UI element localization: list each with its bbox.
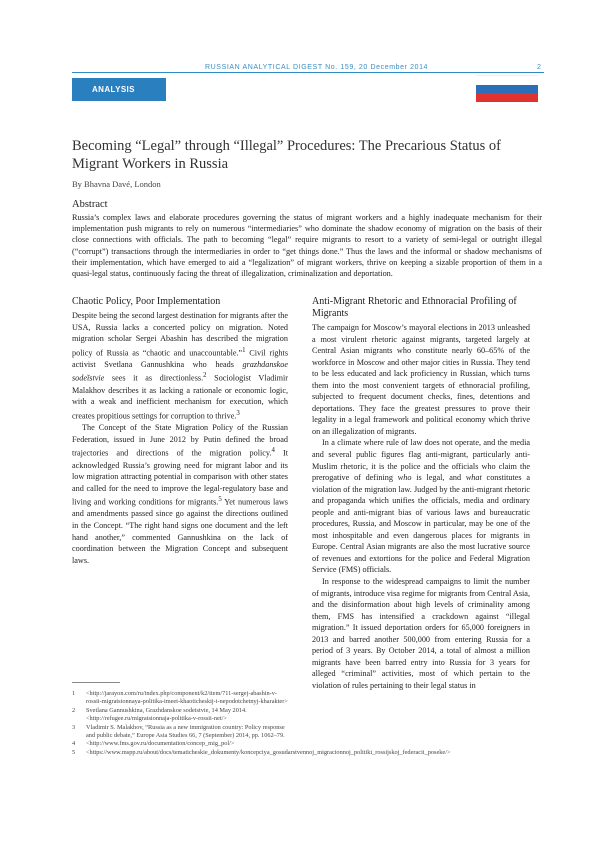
footnotes [72,690,451,757]
left-column [72,296,288,566]
paragraph: Despite being the second largest destination for migrants after the USA, Russia lacks a concerted policy on migration. Noted migration scholar Sergei Abashin has described the migration policy of Russia as “chaotic and unaccountable.”$^1$ Civil rights activist Svetlana Gannushkina who heads grazhdanskoe sodeĭstvie sees it as directionless.$^2$ Sociologist Vladimir Malakhov describes it as lacking a rationale or economic logic, with a weak and inefficient mechanism for execution, which creates propitious settings for corruption to thrive.$^3$ [72,311,289,421]
abstract-heading: Abstract [72,199,108,210]
footnote-ref[interactable]: 2 [203,372,207,380]
footnote-ref[interactable]: 3 [236,409,240,417]
russian-flag-icon [476,75,538,102]
paragraph: The campaign for Moscow’s mayoral elections in 2013 unleashed a most virulent rhetoric against migrants, targeted largely at Central Asian migrants who constitute nearly 60–65% of the workforce in Moscow and other major cities in Russia. They tend to be less educated and lack proficiency in Russian, which turns them into the most convenient targets of ethnoracial profiling, subjected to frequent document checks, fines, detentions and deportations. They face the greatest pressures to prove their legality in a legal framework and political economy which thrive on an illegalization of migrants. [312,323,530,436]
footnote-link[interactable]: <http://www.fms.gov.ru/documentation/concep_mig_pol/> [86,740,235,748]
footnote: 5 <https://www.mspp.ru/about/docs/tematicheskie_dokumenty/koncepciya_gosudarstvennoj_migracionnoj_politiki_rossijskoj_federacii_poseke/> [72,748,451,756]
footnote-link[interactable]: <http://jarayon.com/ru/index.php/component/k2/item/711-sergej-abashin-v-rossii-migratsionnaya-politika-imeet-khaoticheskij-i-nepodotchetnyj-kharakter> [86,690,288,706]
header-rule [72,72,544,73]
paragraph: In response to the widespread campaigns to limit the number of migrants, introduce visa regime for migrants from Central Asia, and the disinformation about high levels of criminality among them, FMS has intensified a crackdown against “illegal migration.” It issued deportation orders for 65,000 foreigners in 2013 and barred another 500,000 from entering Russia for a period of 3 years. By October 2014, a total of almost a million migrants have been barred entry into Russia for 3 years for alleged “criminal” activities, most of which pertain to the violation of rules pertaining to their legal status in [312,577,530,690]
section-heading: Anti-Migrant Rhetoric and Ethnoracial Profiling of Migrants [312,296,517,319]
footnote: 2 Svetlana Gannushkina, Grazhdanskoe sodeistvie, 14 May 2014. <http://refugee.ru/migratsionnaja-politika-v-rossii-net/> [72,707,288,724]
footnote-ref[interactable]: 5 [218,496,222,504]
section-tab: ANALYSIS [72,78,166,101]
footnote: 3 Vladimir S. Malakhov, “Russia as a new immigration country: Policy response and public debate,” Europe Asia Studies 66, 7 (September) 2014, pp. 1062–79. [72,723,285,740]
paragraph: The Concept of the State Migration Policy of the Russian Federation, issued in June 2012 by Putin defined the broad trajectories and directions of the migration policy.$^4$ It acknowledged Russia’s growing need for migrant labor and its low migration attracting potential in comparison with other states and called for the need to improve the legal-regulatory base and living and working conditions for migrants.$^5$ Yet numerous laws and amendments passed since go against the directions outlined in the Concept. “The right hand signs one document and the left hand another,” commented Gannushkina on the lack of coordination between the Migration Concept and subsequent laws. [72,423,288,565]
footnote-ref[interactable]: 1 [242,346,246,354]
footnote-link[interactable]: <https://www.mspp.ru/about/docs/tematicheskie_dokumenty/koncepciya_gosudarstvennoj_migracionnoj_politiki_rossijskoj_federacii_poseke/> [86,748,451,756]
running-title: RUSSIAN ANALYTICAL DIGEST No. 159, 20 December 2014 [205,64,429,71]
abstract-body: Russia’s complex laws and elaborate procedures governing the status of migrant workers and a highly inadequate mechanism for their implementation push migrants to rely on numerous “intermediaries” who dominate the shadow economy of migration on the basis of their close connections with officials. The path to becoming “legal” require migrants to resort to a variety of semi-legal or outright illegal (“corrupt”) transactions through the intermediaries in order to “get things done.” Thus the laws and the informal or shadow mechanisms of their implementation, which have emerged to aid a “legalization” of migrant workers, thrive on keeping a sizable proportion of them in a quasi-legal status, continuously facing the threat of illegalization, criminalization and deportation. [72,213,542,279]
right-column [312,296,530,692]
paragraph: In a climate where rule of law does not operate, and the media and several public figures flag anti-migrant, particularly anti-Muslim rhetoric, it is the police and the officials who claim the prerogative of defining who is legal, and what constitutes a violation of the migration law. Judged by the anti-migrant rhetoric and propaganda which unifies the officials, media and ordinary people and anti-migrant bias of various laws and bureaucratic procedures, Russia, and Moscow in particular, may be one of the most inhospitable and even dangerous places for migrants in Europe. Central Asian migrants are also the most lucrative source of revenues and extortions for the police and Federal Migration Service (FMS) officials. [312,438,531,575]
page-number: 2 [537,64,541,71]
footnote-ref[interactable]: 4 [271,447,275,455]
footnote-link[interactable]: Svetlana Gannushkina, Grazhdanskoe sodeistvie, 14 May 2014. <http://refugee.ru/migratsionnaja-politika-v-rossii-net/> [86,706,247,723]
footnote: 1 <http://jarayon.com/ru/index.php/component/k2/item/711-sergej-abashin-v-rossii-migratsionnaya-politika-imeet-khaoticheskij-i-nepodotchetnyj-kharakter> [72,690,288,706]
byline: By Bhavna Davé, London [72,179,161,189]
footnote: 4 <http://www.fms.gov.ru/documentation/concep_mig_pol/> [72,740,235,748]
article-title: Becoming “Legal” through “Illegal” Procedures: The Precarious Status of Migrant Workers in Russia [72,138,501,172]
section-heading: Chaotic Policy, Poor Implementation [72,296,221,307]
footnote-rule [72,682,120,683]
